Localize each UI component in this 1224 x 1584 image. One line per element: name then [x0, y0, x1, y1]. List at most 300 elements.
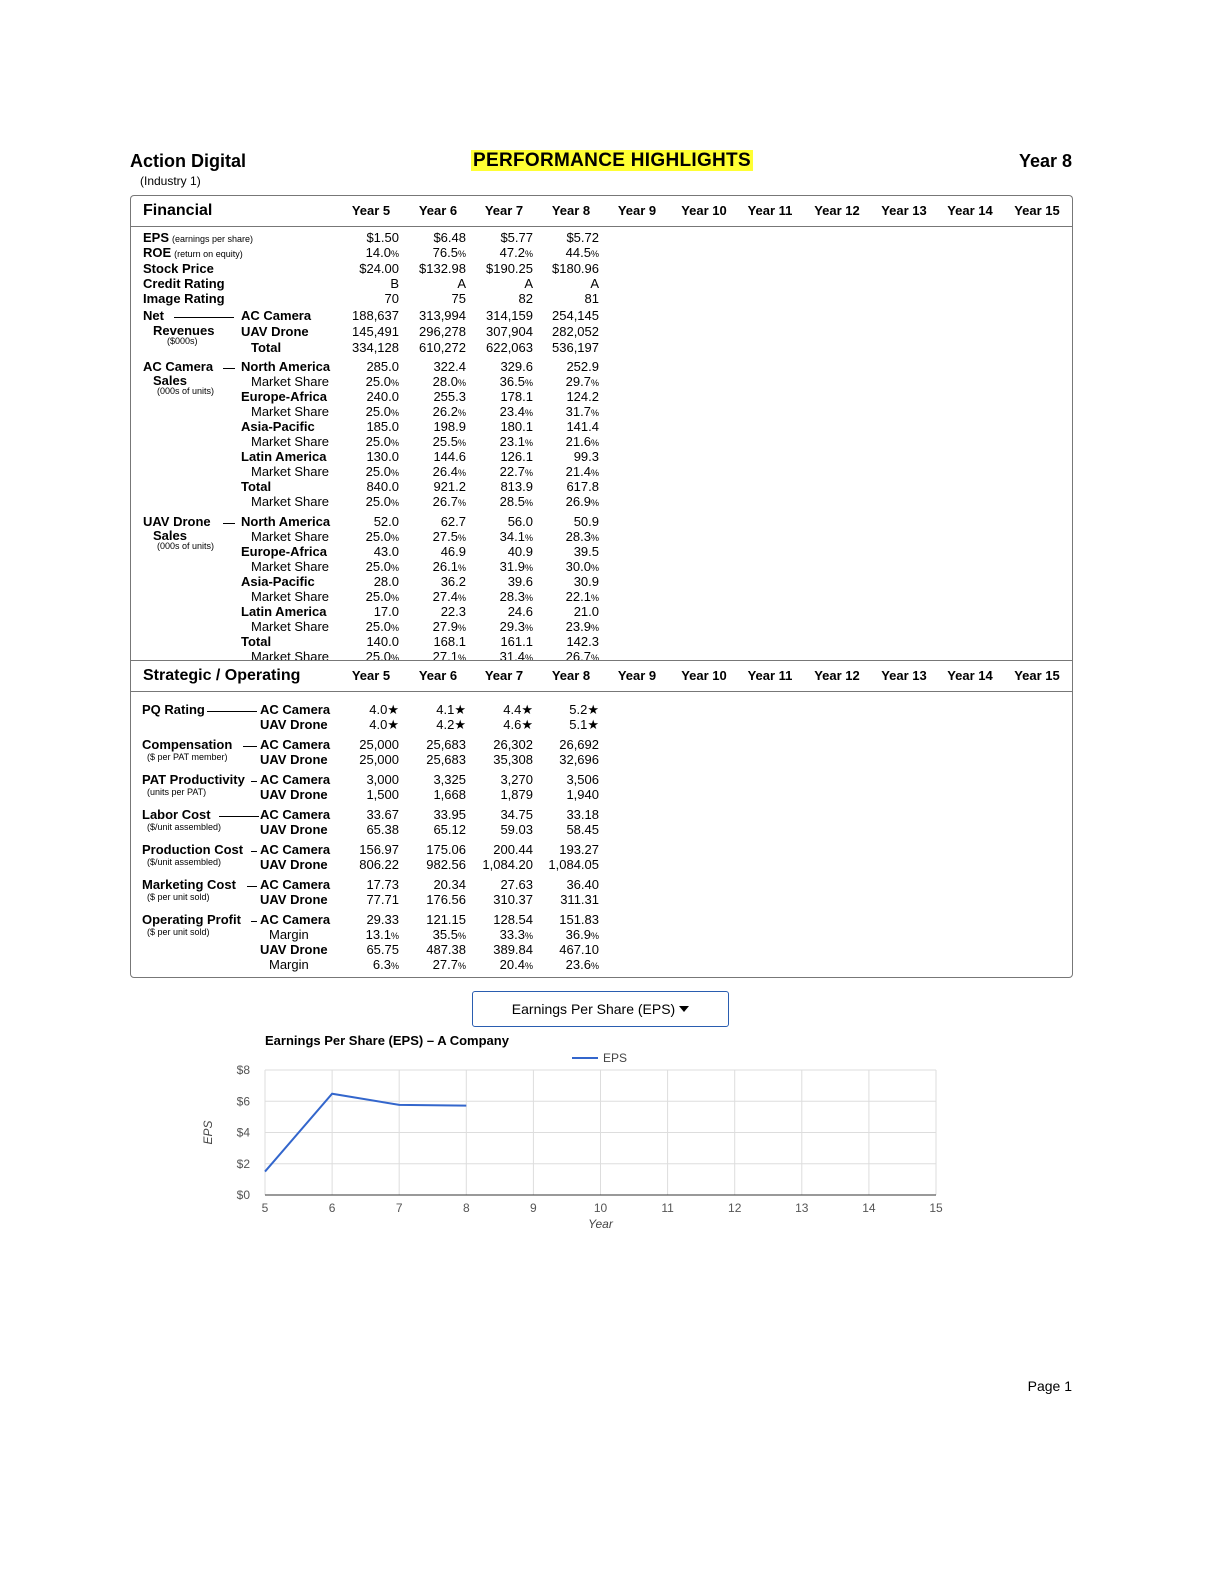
y-tick-label: $6 [236, 1094, 250, 1109]
data-cell [337, 434, 399, 449]
cell-value: 23.6 [565, 957, 591, 972]
cell-value: 6.3 [372, 957, 391, 972]
cell-value: 813.9 [500, 479, 533, 494]
cell-value: 27.4 [432, 589, 458, 604]
year-column-header: Year 8 [551, 203, 591, 218]
year-column-header: Year 14 [947, 668, 993, 683]
row-label: AC Camera [260, 807, 331, 822]
x-tick-label: 14 [862, 1201, 876, 1215]
percent-sign: % [590, 931, 599, 941]
group-connector [219, 816, 259, 817]
cell-value: 31.7 [565, 404, 591, 419]
percent-sign: % [457, 563, 466, 573]
data-cell [404, 912, 466, 927]
row-label: Total [251, 340, 282, 355]
cell-value: 22.7 [499, 464, 525, 479]
data-cell [537, 479, 599, 494]
cell-value: 175.06 [426, 842, 466, 857]
cell-value: 334,128 [352, 340, 399, 355]
cell-value: $6.48 [433, 230, 466, 245]
row-label: UAV Drone [260, 857, 328, 872]
data-cell [337, 619, 399, 634]
cell-value: 33.95 [433, 807, 466, 822]
data-cell [404, 514, 466, 529]
data-cell [471, 324, 533, 339]
group-note: ($ per unit sold) [147, 927, 210, 937]
row-label: UAV Drone [260, 787, 328, 802]
cell-value: 52.0 [373, 514, 399, 529]
data-cell [404, 942, 466, 957]
cell-value: 1,084.05 [548, 857, 599, 872]
cell-value: 314,159 [486, 308, 533, 323]
percent-sign: % [457, 533, 466, 543]
cell-value: 140.0 [366, 634, 399, 649]
cell-value: 151.83 [559, 912, 599, 927]
row-note: (return on equity) [174, 249, 243, 260]
cell-value: 252.9 [566, 359, 599, 374]
cell-value: 25.0 [365, 529, 391, 544]
data-cell [537, 529, 599, 544]
cell-value: 35.5 [432, 927, 458, 942]
y-tick-label: $2 [236, 1156, 250, 1171]
cell-value: 17.73 [366, 877, 399, 892]
percent-sign: % [390, 468, 399, 478]
data-cell [404, 559, 466, 574]
cell-value: 35,308 [493, 752, 533, 767]
row-label: Market Share [251, 374, 330, 389]
cell-value: 59.03 [500, 822, 533, 837]
percent-sign: % [524, 563, 533, 573]
percent-sign: % [590, 533, 599, 543]
cell-value: 5.1★ [569, 717, 599, 732]
cell-value: 536,197 [552, 340, 599, 355]
cell-value: 32,696 [559, 752, 599, 767]
cell-value: 4.4★ [503, 702, 533, 717]
x-tick-label: 7 [395, 1201, 403, 1215]
data-cell [404, 276, 466, 291]
data-cell [537, 589, 599, 604]
data-cell [471, 822, 533, 837]
group-label: Marketing Cost [142, 877, 236, 892]
data-cell [404, 464, 466, 479]
row-label: AC Camera [260, 842, 331, 857]
data-cell [471, 717, 533, 733]
x-axis-label: Year [588, 1217, 613, 1231]
cell-value: 145,491 [352, 324, 399, 339]
data-cell [404, 717, 466, 733]
data-cell [404, 822, 466, 837]
data-cell [404, 604, 466, 619]
data-cell [337, 787, 399, 802]
data-cell [537, 957, 599, 972]
data-cell [337, 514, 399, 529]
metric-dropdown[interactable] [472, 991, 729, 1027]
group-label: Operating Profit [142, 912, 241, 927]
data-cell [537, 359, 599, 374]
group-label: Sales [153, 528, 187, 543]
data-cell [337, 842, 399, 857]
group-note: (units per PAT) [147, 787, 207, 797]
row-label: AC Camera [260, 702, 331, 717]
cell-value: 31.4 [499, 649, 525, 664]
data-cell [471, 927, 533, 942]
data-cell [404, 807, 466, 822]
cell-value: 82 [518, 291, 533, 307]
cell-value: 65.75 [366, 942, 399, 957]
cell-value: 25.0 [365, 494, 391, 509]
group-label: Net [143, 308, 164, 323]
percent-sign: % [457, 593, 466, 603]
group-note: ($/unit assembled) [147, 857, 222, 867]
row-label: Market Share [251, 649, 330, 664]
row-label: AC Camera [260, 772, 331, 787]
group-connector [251, 851, 257, 852]
data-cell [471, 308, 533, 323]
data-cell [337, 634, 399, 649]
cell-value: 20.34 [433, 877, 466, 892]
data-cell [471, 737, 533, 752]
industry-label: (Industry 1) [140, 174, 201, 188]
data-cell [404, 449, 466, 464]
data-cell [337, 892, 399, 907]
percent-sign: % [524, 593, 533, 603]
cell-value: 20.4 [499, 957, 525, 972]
data-cell [537, 927, 599, 942]
data-cell [537, 912, 599, 927]
data-cell [337, 464, 399, 479]
percent-sign: % [457, 408, 466, 418]
percent-sign: % [524, 408, 533, 418]
data-cell [471, 230, 533, 245]
cell-value: 43.0 [373, 544, 399, 559]
cell-value: 26,692 [559, 737, 599, 752]
row-label: Market Share [251, 494, 330, 509]
data-cell [337, 529, 399, 544]
data-cell [404, 419, 466, 434]
percent-sign: % [590, 498, 599, 508]
group-label: AC Camera [143, 359, 214, 374]
data-cell [337, 604, 399, 619]
legend-label: EPS [603, 1051, 628, 1065]
data-cell [471, 574, 533, 589]
cell-value: 142.3 [566, 634, 599, 649]
group-note: ($/unit assembled) [147, 822, 222, 832]
y-tick-label: $8 [236, 1063, 250, 1077]
year-column-header: Year 10 [681, 668, 727, 683]
data-cell [337, 772, 399, 787]
row-label: Margin [269, 927, 309, 942]
data-cell [337, 276, 399, 291]
data-cell [337, 324, 399, 339]
data-cell [337, 912, 399, 927]
page-number: Page 1 [1027, 1378, 1072, 1394]
group-connector [251, 781, 257, 782]
row-label: AC Camera [241, 308, 312, 323]
financial-section [130, 195, 1073, 664]
percent-sign: % [457, 653, 466, 663]
y-tick-label: $4 [236, 1125, 250, 1140]
cell-value: 311.31 [560, 892, 599, 907]
percent-sign: % [457, 378, 466, 388]
data-cell [537, 822, 599, 837]
data-cell [404, 389, 466, 404]
data-cell [404, 230, 466, 245]
year-column-header: Year 9 [617, 668, 657, 683]
year-column-header: Year 13 [881, 668, 927, 683]
data-cell [404, 245, 466, 260]
data-cell [471, 514, 533, 529]
cell-value: 1,879 [500, 787, 533, 802]
cell-value: $5.72 [566, 230, 599, 245]
row-label: Total [241, 634, 272, 649]
data-cell [537, 230, 599, 245]
data-cell [337, 359, 399, 374]
cell-value: B [390, 275, 399, 291]
report-title: PERFORMANCE HIGHLIGHTS [473, 150, 751, 171]
percent-sign: % [590, 408, 599, 418]
cell-value: 610,272 [419, 340, 466, 355]
cell-value: 198.9 [433, 419, 466, 434]
cell-value: 65.12 [433, 822, 466, 837]
cell-value: 130.0 [366, 449, 399, 464]
cell-value: 180.1 [500, 419, 533, 434]
data-cell [404, 842, 466, 857]
cell-value: 26.4 [432, 464, 458, 479]
cell-value: 27.1 [432, 649, 458, 664]
cell-value: 56.0 [507, 514, 533, 529]
cell-value: 30.9 [573, 574, 599, 589]
percent-sign: % [590, 653, 599, 663]
strategic-title: Strategic / Operating [143, 667, 301, 684]
cell-value: 3,270 [500, 772, 533, 787]
data-cell [471, 464, 533, 479]
data-cell [404, 494, 466, 509]
cell-value: 23.4 [499, 404, 525, 419]
cell-value: 21.4 [565, 464, 591, 479]
row-label: Asia-Pacific [241, 419, 315, 434]
percent-sign: % [457, 249, 466, 260]
percent-sign: % [457, 931, 466, 941]
cell-value: 24.6 [507, 604, 533, 619]
percent-sign: % [390, 961, 399, 971]
cell-value: 17.0 [373, 604, 399, 619]
group-label: Labor Cost [142, 807, 211, 822]
cell-value: 27.7 [432, 957, 458, 972]
cell-value: 13.1 [365, 927, 391, 942]
cell-value: 121.15 [426, 912, 466, 927]
data-cell [471, 892, 533, 907]
cell-value: 161.1 [500, 634, 533, 649]
data-cell [471, 787, 533, 802]
data-cell [337, 957, 399, 972]
data-cell [404, 308, 466, 323]
data-cell [471, 942, 533, 957]
percent-sign: % [390, 653, 399, 663]
cell-value: 240.0 [366, 389, 399, 404]
cell-value: 1,668 [433, 787, 466, 802]
cell-value: 322.4 [433, 359, 466, 374]
group-connector [243, 746, 257, 747]
row-label: Asia-Pacific [241, 574, 315, 589]
group-label: Production Cost [142, 842, 244, 857]
data-cell [471, 340, 533, 355]
data-cell [471, 389, 533, 404]
data-cell [537, 291, 599, 306]
cell-value: 36.2 [440, 574, 466, 589]
cell-value: 285.0 [366, 359, 399, 374]
cell-value: 178.1 [500, 389, 533, 404]
percent-sign: % [590, 563, 599, 573]
dropdown-selected-label: Earnings Per Share (EPS) [511, 1001, 676, 1017]
row-label: UAV Drone [260, 752, 328, 767]
data-cell [337, 574, 399, 589]
row-label: Market Share [251, 559, 330, 574]
percent-sign: % [524, 623, 533, 633]
year-column-header: Year 7 [484, 668, 524, 683]
cell-value: 200.44 [493, 842, 533, 857]
cell-value: 36.40 [566, 877, 599, 892]
cell-value: 126.1 [500, 449, 533, 464]
cell-value: 25.0 [365, 619, 391, 634]
data-cell [404, 359, 466, 374]
data-cell [337, 389, 399, 404]
data-cell [404, 479, 466, 494]
cell-value: 33.3 [499, 927, 525, 942]
data-cell [471, 604, 533, 619]
data-cell [471, 374, 533, 389]
data-cell [471, 857, 533, 872]
percent-sign: % [390, 533, 399, 543]
data-cell [404, 877, 466, 892]
data-cell [537, 634, 599, 649]
cell-value: 487.38 [426, 942, 466, 957]
data-cell [471, 544, 533, 559]
cell-value: 176.56 [426, 892, 466, 907]
row-label: UAV Drone [260, 942, 328, 957]
cell-value: 4.0★ [369, 717, 399, 732]
cell-value: 62.7 [440, 514, 466, 529]
cell-value: 25,683 [426, 752, 466, 767]
percent-sign: % [390, 623, 399, 633]
data-cell [404, 772, 466, 787]
cell-value: 29.3 [499, 619, 525, 634]
cell-value: 255.3 [433, 389, 466, 404]
cell-value: 3,506 [566, 772, 599, 787]
row-label: UAV Drone [260, 822, 328, 837]
percent-sign: % [457, 438, 466, 448]
cell-value: 23.1 [499, 434, 525, 449]
cell-value: 3,325 [433, 772, 466, 787]
data-cell [537, 494, 599, 509]
cell-value: 156.97 [359, 842, 399, 857]
row-label: Market Share [251, 529, 330, 544]
data-cell [404, 752, 466, 767]
cell-value: 840.0 [366, 479, 399, 494]
row-label: AC Camera [260, 737, 331, 752]
data-cell [471, 529, 533, 544]
cell-value: 25.0 [365, 404, 391, 419]
cell-value: 389.84 [493, 942, 533, 957]
cell-value: 21.0 [573, 604, 599, 619]
percent-sign: % [524, 249, 533, 260]
year-column-header: Year 6 [418, 203, 458, 218]
cell-value: 21.6 [565, 434, 591, 449]
row-label: EPS (earnings per share) [143, 230, 254, 245]
cell-value: $24.00 [359, 260, 399, 276]
data-cell [471, 877, 533, 892]
cell-value: 28.3 [565, 529, 591, 544]
cell-value: 4.0★ [369, 702, 399, 717]
year-column-header: Year 7 [484, 203, 524, 218]
cell-value: 1,940 [566, 787, 599, 802]
chart-title: Earnings Per Share (EPS) – A Company [265, 1033, 509, 1048]
percent-sign: % [524, 653, 533, 663]
data-cell [404, 261, 466, 276]
group-connector [247, 886, 257, 887]
data-cell [471, 702, 533, 718]
cell-value: 36.5 [499, 374, 525, 389]
data-cell [404, 702, 466, 718]
row-label: Credit Rating [143, 275, 225, 291]
year-column-header: Year 11 [747, 203, 793, 218]
cell-value: 27.5 [432, 529, 458, 544]
cell-value: 99.3 [573, 449, 599, 464]
data-cell [337, 717, 399, 733]
data-cell [471, 449, 533, 464]
percent-sign: % [457, 498, 466, 508]
data-cell [337, 449, 399, 464]
cell-value: 28.3 [499, 589, 525, 604]
eps-chart [190, 1030, 970, 1240]
group-connector [174, 317, 234, 318]
cell-value: 29.7 [565, 374, 591, 389]
cell-value: 1,500 [366, 787, 399, 802]
data-cell [471, 245, 533, 260]
cell-value: 25.0 [365, 464, 391, 479]
year-column-header: Year 15 [1014, 668, 1060, 683]
cell-value: 25.5 [432, 434, 458, 449]
percent-sign: % [457, 468, 466, 478]
percent-sign: % [390, 931, 399, 941]
data-cell [404, 857, 466, 872]
data-cell [537, 717, 599, 733]
x-tick-label: 12 [728, 1201, 742, 1215]
percent-sign: % [390, 249, 399, 260]
data-cell [337, 419, 399, 434]
cell-value: 34.75 [500, 807, 533, 822]
data-cell [537, 619, 599, 634]
cell-value: 23.9 [565, 619, 591, 634]
cell-value: 25.0 [365, 559, 391, 574]
percent-sign: % [590, 378, 599, 388]
year-column-header: Year 8 [551, 668, 591, 683]
row-label: Image Rating [143, 291, 225, 307]
year-column-header: Year 11 [747, 668, 793, 683]
company-name: Action Digital [130, 151, 246, 171]
data-cell [537, 261, 599, 276]
percent-sign: % [524, 378, 533, 388]
cell-value: 3,000 [366, 772, 399, 787]
data-cell [471, 359, 533, 374]
group-note: ($000s) [167, 336, 198, 346]
group-note: (000s of units) [157, 541, 215, 551]
data-cell [337, 261, 399, 276]
row-label: UAV Drone [260, 717, 328, 732]
cell-value: 25.0 [365, 374, 391, 389]
data-cell [404, 340, 466, 355]
cell-value: 26.9 [565, 494, 591, 509]
cell-value: 47.2 [499, 245, 525, 261]
